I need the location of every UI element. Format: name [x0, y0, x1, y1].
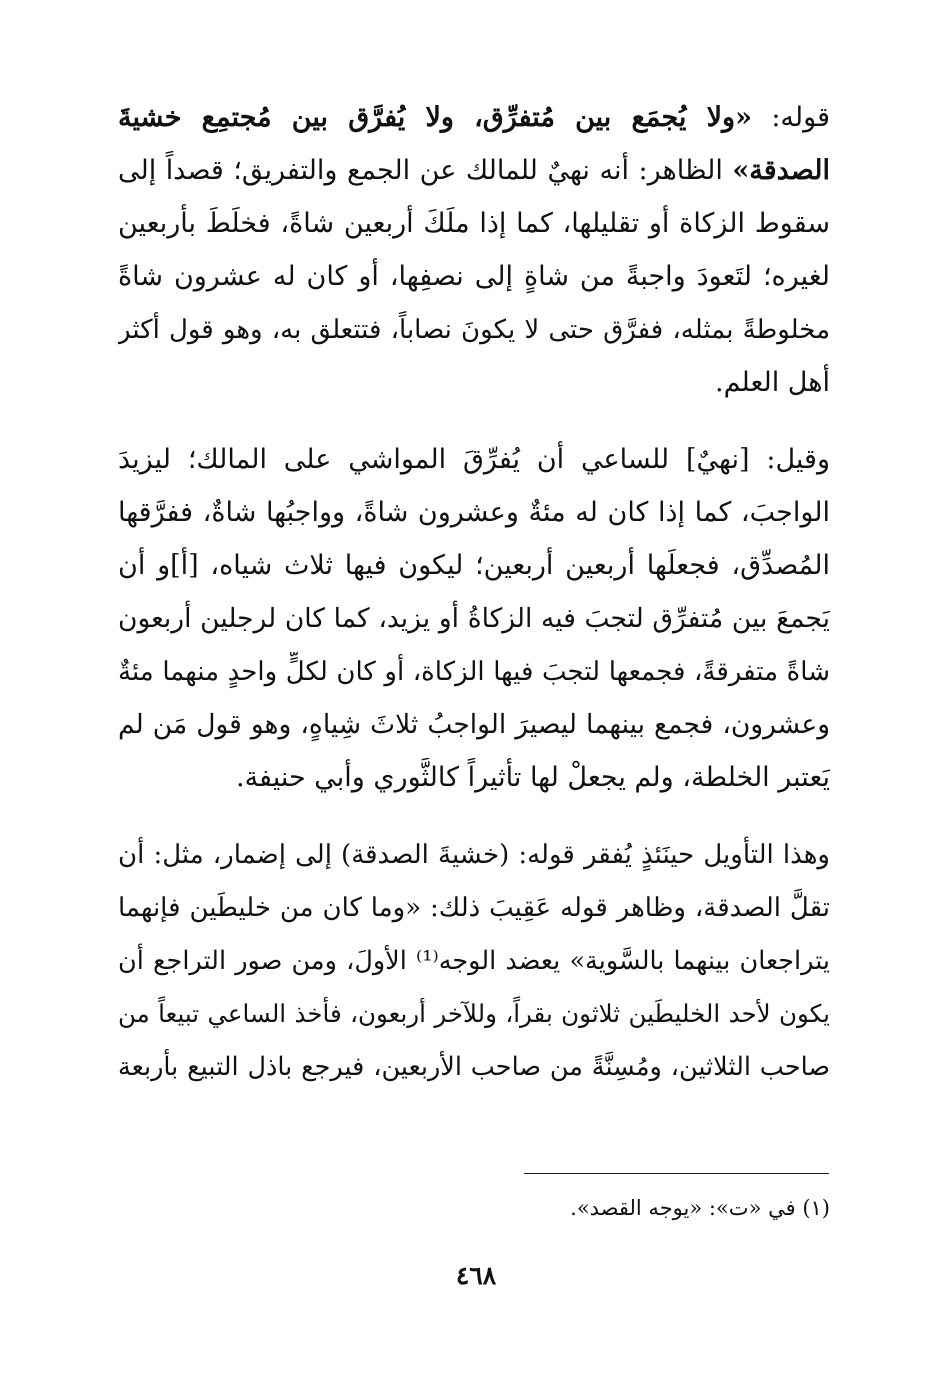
text-line: شاةً متفرقةً، فجمعها لتجبَ فيها الزكاة، أو كان لكلٍّ واحدٍ منهما مئةٌ	[118, 657, 830, 687]
text-line: أهل العلم.	[714, 367, 830, 398]
text-line: لغيره؛ لتَعودَ واجبةً من شاةٍ إلى نصفِها، أو كان له عشرون شاةً	[118, 261, 830, 292]
text-line: الواجبَ، كما إذا كان له مئةٌ وعشرون شاةً، وواجبُها شاةٌ، ففرَّقها	[118, 497, 830, 528]
text-line: يتراجعان بينهما بالسَّوية» يعضد الوجه⁽¹⁾ الأولَ، ومن صور التراجع أن	[118, 946, 830, 976]
text-line: تقلَّ الصدقة، وظاهر قوله عَقِيبَ ذلك: «وما كان من خليطَين فإنهما	[118, 893, 830, 923]
text-line: يَجمعَ بين مُتفرِّق لتجبَ فيه الزكاةُ أو يزيد، كما كان لرجلين أربعون	[118, 603, 830, 634]
text-line: يكون لأحد الخليطَين ثلاثون بقراً، وللآخر أربعون، فأخذ الساعي تبيعاً من	[118, 999, 830, 1028]
text-line: يَعتبر الخلطة، ولم يجعلْ لها تأثيراً كالثَّوري وأبي حنيفة.	[235, 762, 830, 793]
footnote-divider	[524, 1173, 829, 1174]
text-line: وقيل: [نهيٌ] للساعي أن يُفرِّقَ المواشي على المالك؛ ليزيدَ	[118, 444, 830, 475]
page-number: ٤٦٨	[455, 1261, 497, 1290]
text-line: الصدقة» الظاهر: أنه نهيٌ للمالك عن الجمع والتفريق؛ قصداً إلى	[118, 155, 830, 186]
text-line: المُصدِّق، فجعلَها أربعين أربعين؛ ليكون فيها ثلاث شياه، [أ]و أن	[118, 550, 830, 581]
text-line: وهذا التأويل حينَئذٍ يُفقر قوله: (خشيةَ الصدقة) إلى إضمار، مثل: أن	[118, 840, 830, 870]
footnote: (١) في «ت»: «يوجه القصد».	[570, 1196, 830, 1220]
text-line: وعشرون، فجمع بينهما ليصيرَ الواجبُ ثلاثَ شِياهٍ، وهو قول مَن لم	[118, 709, 830, 740]
text-line: سقوط الزكاة أو تقليلها، كما إذا ملَكَ أربعين شاةً، فخلَطَ بأربعين	[118, 208, 830, 239]
text-line: صاحب الثلاثين، ومُسِنَّةً من صاحب الأربعين، فيرجع باذل التبيع بأربعة	[118, 1052, 830, 1082]
text-line: مخلوطةً بمثله، ففرَّق حتى لا يكونَ نصاباً، فتتعلق به، وهو قول أكثر	[118, 315, 830, 345]
text-line: قوله: «ولا يُجمَع بين مُتفرِّق، ولا يُفرَّق بين مُجتمِع خشيةَ	[118, 102, 830, 133]
